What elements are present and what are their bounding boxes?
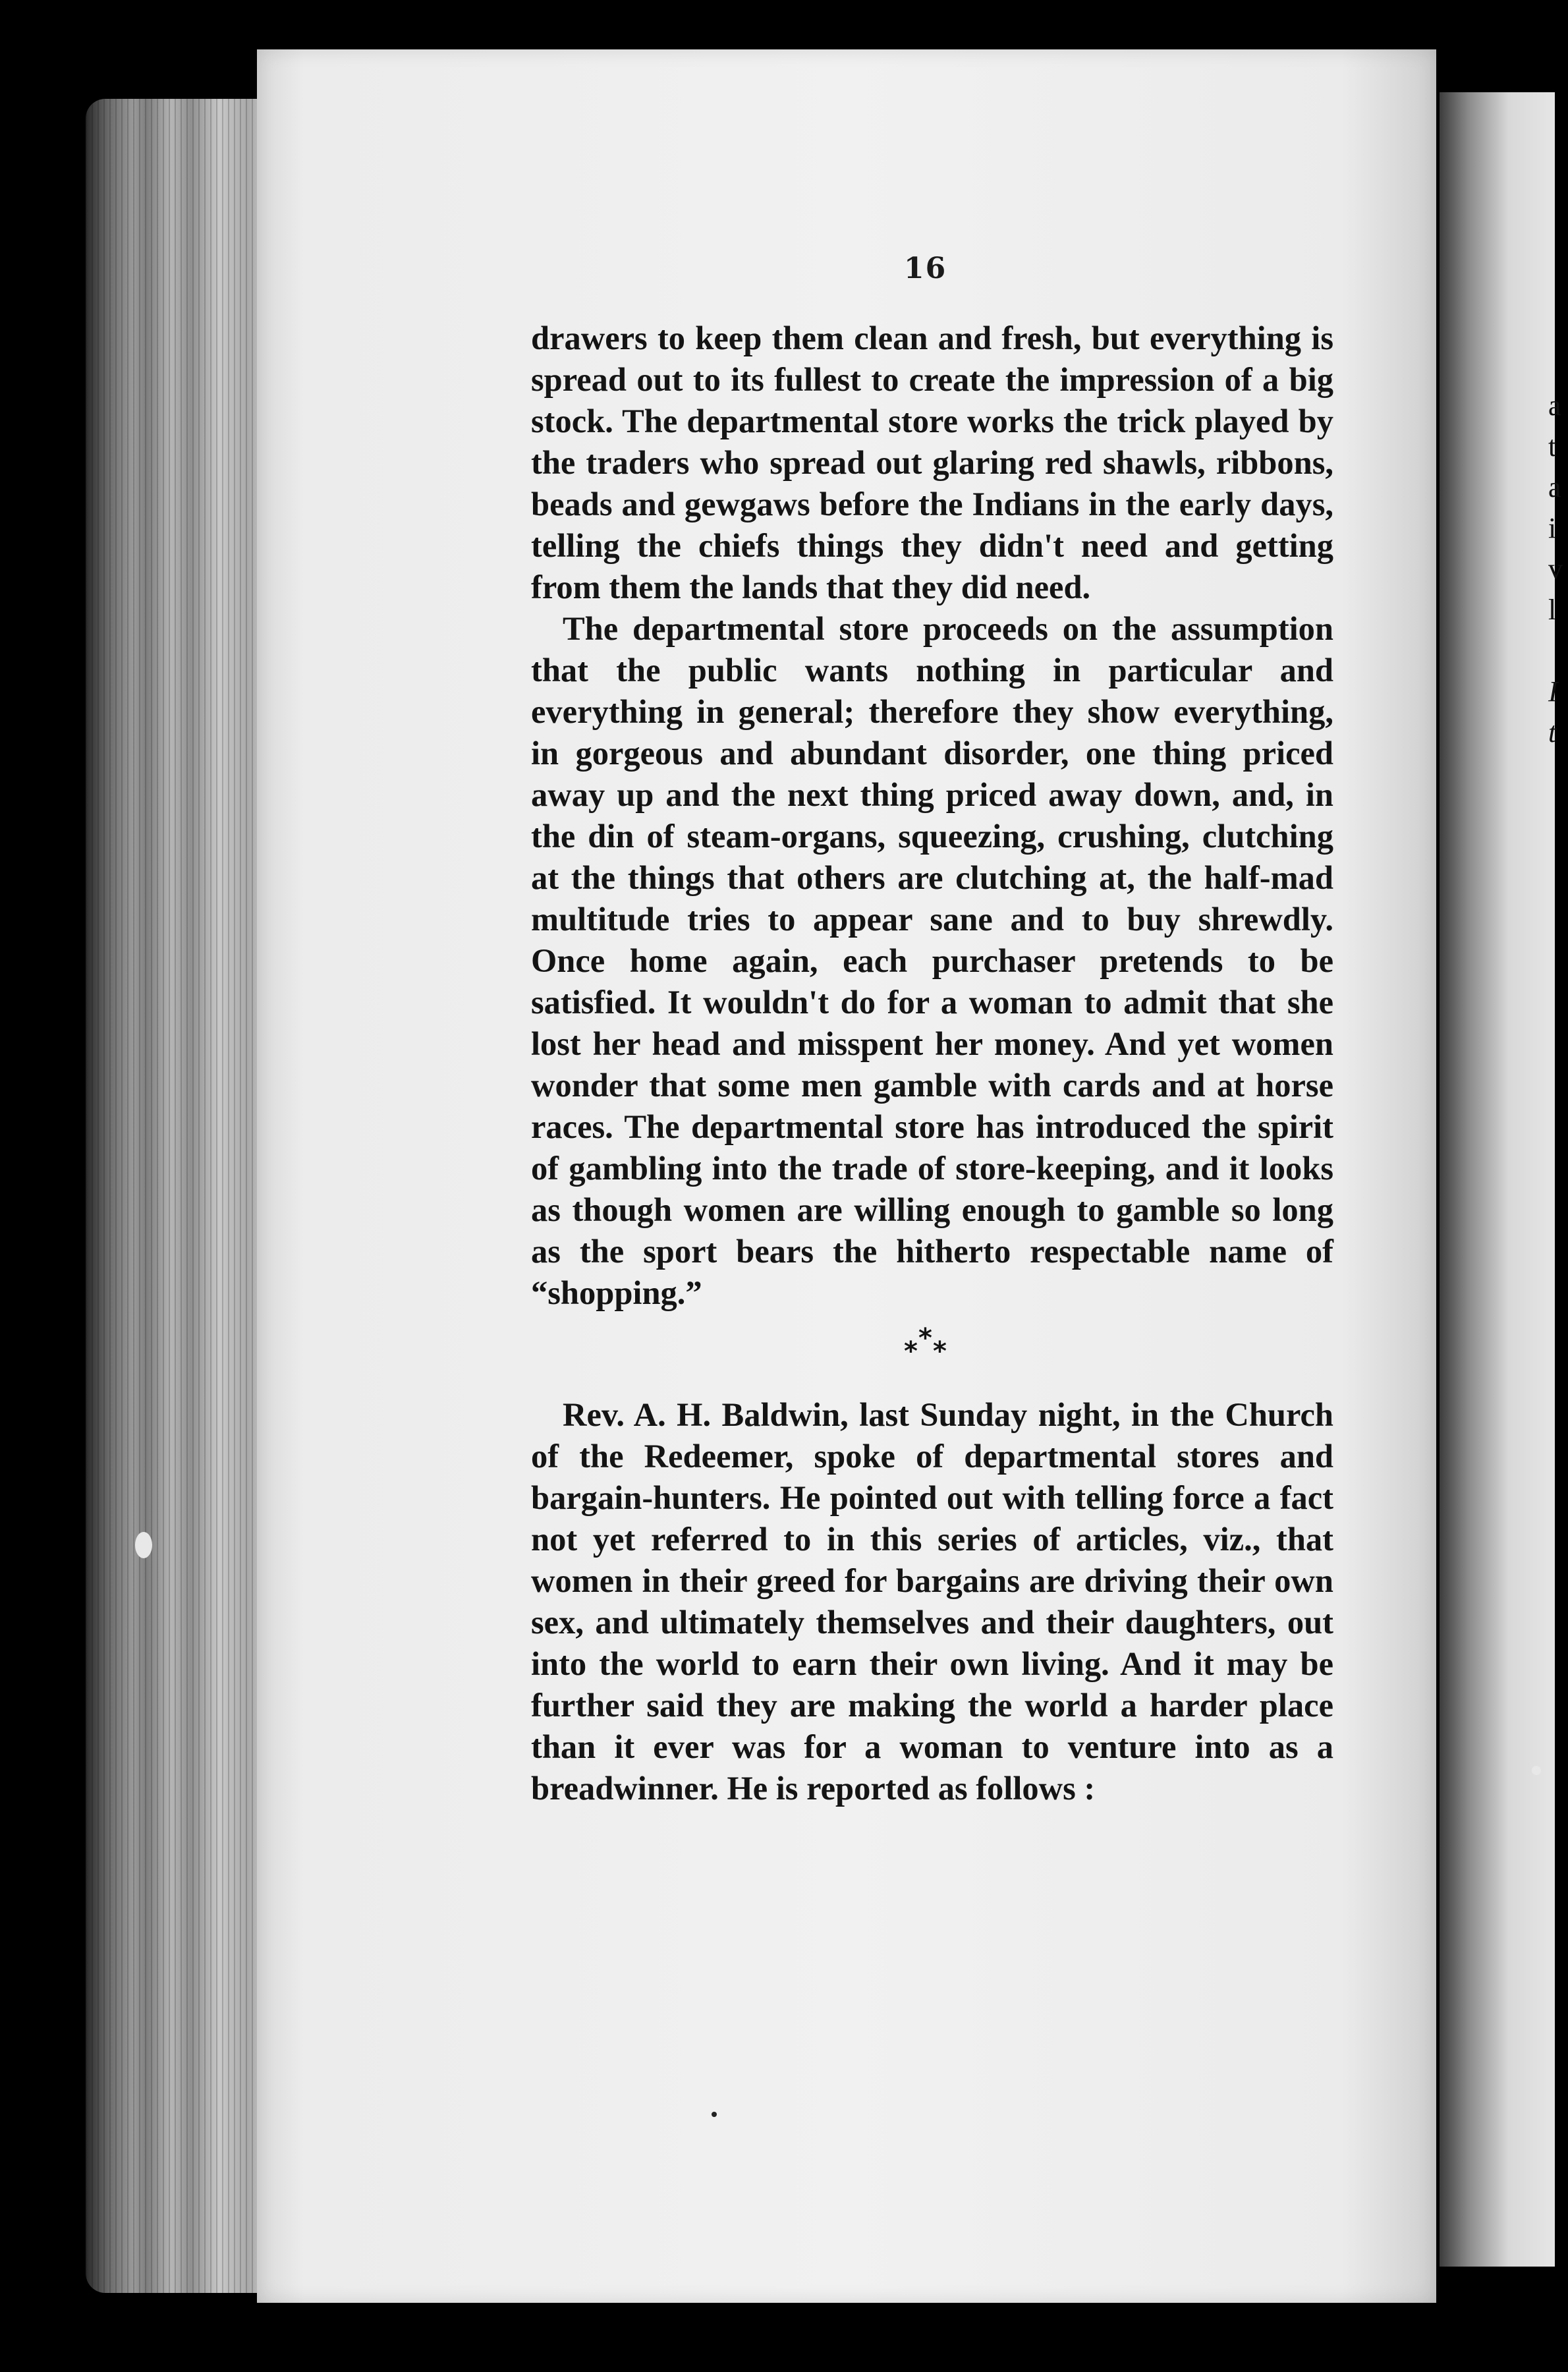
facing-page-text-fragments [1548, 385, 1563, 753]
asterism-divider [531, 1314, 1333, 1394]
asterisk: * [918, 1323, 932, 1353]
asterisk: * [933, 1336, 947, 1367]
page-number: 16 [904, 252, 947, 285]
facing-fragment: t [1548, 716, 1557, 748]
scan-speck [135, 1532, 152, 1558]
book-page-edges [86, 99, 277, 2293]
facing-fragment: i [1548, 512, 1557, 544]
paragraph-continued: drawers to keep them clean and fresh, but everything is spread out to its fullest to create the impression of a big stock. The departmental store works the trick played by the traders who spread out glaring red shawls, ribbons, beads and gewgaws before the Indians in the early days, telling the chiefs things they didn't need and getting from them the lands that they did need. [531, 320, 1333, 606]
scan-speck [712, 2112, 717, 2117]
facing-fragment: v [1548, 553, 1563, 585]
paragraph-baldwin: Rev. A. H. Baldwin, last Sunday night, in the Church of the Redeemer, spoke of departmental stores and bargain-hunters. He pointed out with telling force a fact not yet referred to in this series of articles, viz., that women in their greed for bargains are driving their own sex, and ultimately themselves and their daughters, out into the world to earn their own living. And it may be further said they are making the world a harder place than it ever was for a woman to venture into as a breadwinner. He is reported as follows : [531, 1396, 1333, 1807]
facing-fragment: t [1548, 430, 1557, 463]
scan-speck [1532, 1766, 1541, 1775]
facing-fragment: a [1548, 471, 1561, 503]
asterisk: * [904, 1336, 918, 1367]
page-body [531, 318, 1333, 1809]
paragraph-departmental-store: The departmental store proceeds on the assumption that the public wants nothing in particular and everything in general; therefore they show everything, in gorgeous and abundant disorder, one thing priced away up and the next thing priced away down, and, in the din of steam-organs, squeezing, crushing, clutching at the things that others are clutching at, the half-mad multitude tries to appear sane and to buy shrewdly. Once home again, each purchaser pretends to be satisfied. It wouldn't do for a woman to admit that she lost her head and misspent her money. And yet women wonder that some men gamble with cards and at horse races. The departmental store has introduced the spirit of gambling into the trade of store-keeping, and it looks as though women are willing enough to gamble so long as the sport bears the hitherto respectable name of “shopping.” [531, 610, 1333, 1311]
facing-page-edge [1440, 92, 1555, 2267]
facing-fragment: l [1548, 594, 1557, 626]
facing-fragment: I [1548, 675, 1558, 708]
facing-fragment: a [1548, 389, 1561, 422]
